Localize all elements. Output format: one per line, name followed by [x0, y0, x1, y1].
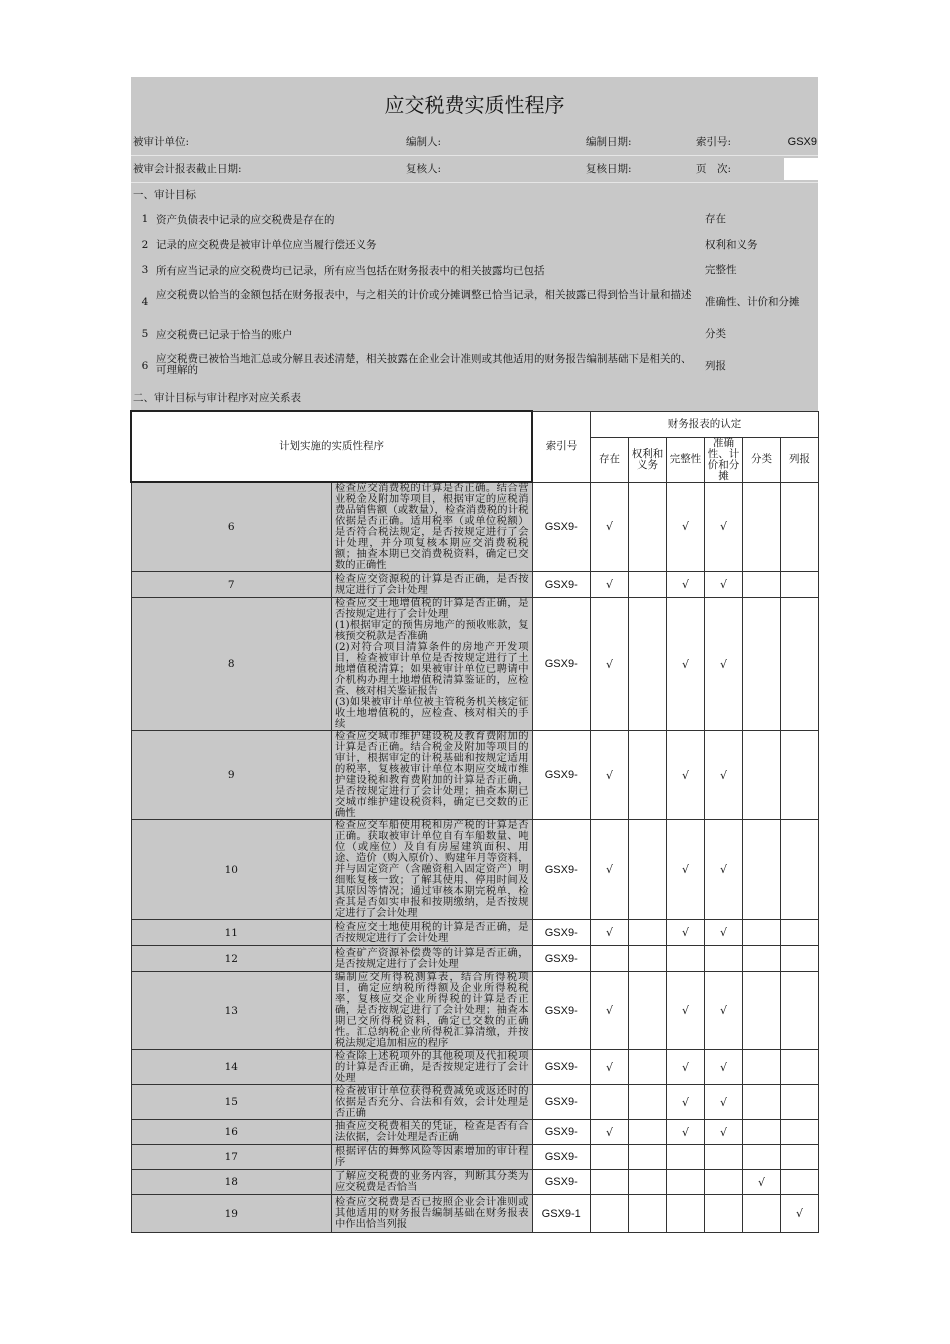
row-index-ref: GSX9- — [532, 920, 591, 946]
check-mark: √ — [681, 863, 689, 876]
review-date-label: 复核日期: — [586, 163, 632, 175]
assertion-check-cell — [629, 482, 667, 572]
check-mark: √ — [605, 1125, 613, 1139]
procedure-text: 检查应交消费税的计算是否正确。结合营业税金及附加等项目，根据审定的应税消费品销售额（或数量），检查消费税的计税依据是否正确。适用税率（或单位税额）是否符合税法规定，是否按规定进行了会计处理，并分项复核本期应交消费税税额；抽查本期已交消费税资料，确定已交数的正确性 — [332, 482, 533, 572]
assertion-check-cell — [667, 1195, 705, 1233]
check-mark: √ — [681, 926, 689, 939]
row-index-ref: GSX9- — [532, 598, 591, 731]
procedure-text: 检查应交税费是否已按照企业会计准则或其他适用的财务报告编制基础在财务报表中作出恰当列报 — [332, 1195, 533, 1233]
check-mark: √ — [681, 1125, 689, 1139]
table-row — [131, 598, 819, 731]
row-number: 9 — [131, 731, 332, 820]
assertion-check-cell — [667, 820, 705, 920]
objective-assertion: 完整性 — [705, 264, 737, 276]
check-mark: √ — [681, 657, 689, 671]
check-mark: √ — [605, 520, 613, 534]
objective-number: 1 — [141, 213, 149, 225]
assertion-check-cell — [667, 731, 705, 820]
row-index-ref: GSX9- — [532, 731, 591, 820]
objectives-list — [131, 207, 818, 386]
check-mark: √ — [605, 1004, 613, 1017]
assertion-check-cell — [667, 920, 705, 946]
check-mark: √ — [681, 1004, 689, 1017]
check-mark: √ — [681, 1060, 689, 1074]
objective-number: 4 — [141, 296, 149, 308]
row-index-ref: GSX9- — [532, 1120, 591, 1145]
procedure-text: 检查除上述税项外的其他税项及代扣税项的计算是否正确，是否按规定进行了会计处理 — [332, 1050, 533, 1085]
assertion-check-cell — [667, 482, 705, 572]
objective-text: 应交税费已被恰当地汇总或分解且表述清楚，相关披露在企业会计准则或其他适用的财务报告编制基础下是相关的、可理解的 — [156, 353, 692, 376]
assertion-check-cell — [591, 972, 629, 1050]
table-row — [131, 1195, 819, 1233]
assertion-check-cell — [667, 598, 705, 731]
assertion-check-cell — [743, 1120, 781, 1145]
objective-item — [131, 283, 818, 322]
procedure-text: 编制应交所得税测算表，结合所得税项目，确定应纳税所得额及企业所得税税率，复核应交企业所得税的计算是否正确，是否按规定进行了会计处理；抽查本期已交所得税资料，确定已交数的正确性。汇总纳税企业所得税汇算清缴，并按税法规定追加相应的程序 — [332, 972, 533, 1050]
objective-assertion: 列报 — [705, 360, 726, 372]
assertion-check-cell — [705, 1170, 743, 1195]
check-mark: √ — [719, 578, 727, 591]
assertion-header: 完整性 — [667, 437, 705, 482]
col-assertions-group-header: 财务报表的认定 — [591, 411, 819, 437]
assertion-check-cell — [781, 1170, 819, 1195]
assertion-check-cell — [705, 1050, 743, 1085]
assertion-check-cell — [743, 920, 781, 946]
index-value: GSX9 — [787, 136, 817, 148]
assertion-check-cell — [591, 1085, 629, 1120]
row-number: 15 — [131, 1085, 332, 1120]
objective-number: 5 — [141, 328, 149, 340]
row-number: 11 — [131, 920, 332, 946]
table-row — [131, 1050, 819, 1085]
assertion-check-cell — [705, 731, 743, 820]
assertion-check-cell — [591, 920, 629, 946]
check-mark: √ — [605, 1060, 613, 1074]
assertion-check-cell — [629, 1170, 667, 1195]
objective-number: 6 — [141, 360, 149, 372]
assertion-check-cell — [667, 1050, 705, 1085]
row-number: 17 — [131, 1145, 332, 1170]
assertion-check-cell — [705, 572, 743, 598]
assertion-check-cell — [591, 946, 629, 972]
row-index-ref: GSX9- — [532, 482, 591, 572]
check-mark: √ — [719, 657, 727, 671]
assertion-check-cell — [781, 1050, 819, 1085]
assertion-check-cell — [591, 598, 629, 731]
assertion-check-cell — [743, 946, 781, 972]
procedure-text: 检查应交城市维护建设税及教育费附加的计算是否正确。结合税金及附加等项目的审计，根据审定的计税基础和按规定适用的税率，复核被审计单位本期应交城市维护建设税和教育费附加的计算是否正确，是否按规定进行了会计处理；抽查本期已交城市维护建设税资料，确定已交数的正确性 — [332, 731, 533, 820]
assertion-check-cell — [781, 1085, 819, 1120]
row-number: 13 — [131, 972, 332, 1050]
assertion-check-cell — [629, 820, 667, 920]
assertion-check-cell — [629, 920, 667, 946]
assertion-check-cell — [629, 1195, 667, 1233]
objective-item — [131, 258, 818, 283]
assertion-check-cell — [667, 1120, 705, 1145]
procedure-text: 根据评估的舞弊风险等因素增加的审计程序 — [332, 1145, 533, 1170]
page-title: 应交税费实质性程序 — [384, 93, 565, 117]
assertion-check-cell — [667, 572, 705, 598]
check-mark: √ — [719, 1004, 727, 1017]
check-mark: √ — [681, 520, 689, 534]
assertion-check-cell — [705, 972, 743, 1050]
auditee-label: 被审计单位: — [133, 136, 190, 148]
assertion-check-cell — [667, 972, 705, 1050]
table-row — [131, 482, 819, 572]
assertion-check-cell — [629, 731, 667, 820]
assertion-check-cell — [781, 731, 819, 820]
assertion-check-cell — [591, 820, 629, 920]
assertion-header: 列报 — [781, 437, 819, 482]
row-number: 12 — [131, 946, 332, 972]
objective-item — [131, 207, 818, 232]
assertion-check-cell — [743, 1050, 781, 1085]
assertion-header: 准确性、计价和分摊 — [705, 437, 743, 482]
procedure-text: 检查被审计单位获得税费减免或返还时的依据是否充分、合法和有效，会计处理是否正确 — [332, 1085, 533, 1120]
check-mark: √ — [719, 926, 727, 939]
assertion-check-cell — [667, 1085, 705, 1120]
check-mark: √ — [605, 657, 613, 671]
assertion-check-cell — [743, 1085, 781, 1120]
procedure-text: 检查应交车船使用税和房产税的计算是否正确。获取被审计单位自有车船数量、吨位（或座位）及自有房屋建筑面积、用途、造价（购入原价）、购建年月等资料，并与固定资产（含融资租入固定资产）明细账复核一致；了解其使用、停用时间及其原因等情况；通过审核本期完税单，检查其是否如实申报和按期缴纳，是否按规定进行了会计处理 — [332, 820, 533, 920]
assertion-check-cell — [705, 920, 743, 946]
check-mark: √ — [719, 1095, 727, 1109]
assertion-check-cell — [591, 731, 629, 820]
row-index-ref: GSX9- — [532, 1170, 591, 1195]
table-row — [131, 572, 819, 598]
objective-text: 所有应当记录的应交税费均已记录，所有应当包括在财务报表中的相关披露均已包括 — [156, 265, 545, 277]
assertion-check-cell — [743, 572, 781, 598]
objective-number: 3 — [141, 264, 149, 276]
assertion-check-cell — [629, 946, 667, 972]
table-header-row-1 — [131, 411, 819, 437]
assertion-check-cell — [667, 1170, 705, 1195]
assertion-check-cell — [743, 731, 781, 820]
assertion-check-cell — [705, 820, 743, 920]
section-1-heading: 一、审计目标 — [133, 189, 196, 201]
assertion-check-cell — [591, 482, 629, 572]
table-row — [131, 820, 819, 920]
assertion-check-cell — [781, 820, 819, 920]
assertion-check-cell — [781, 1195, 819, 1233]
assertion-check-cell — [781, 482, 819, 572]
assertion-check-cell — [629, 1120, 667, 1145]
row-index-ref: GSX9- — [532, 1145, 591, 1170]
row-index-ref: GSX9- — [532, 1050, 591, 1085]
assertion-check-cell — [591, 572, 629, 598]
objective-assertion: 分类 — [705, 328, 726, 340]
assertion-header: 权利和义务 — [629, 437, 667, 482]
assertion-check-cell — [591, 1050, 629, 1085]
col-procedure-header: 计划实施的实质性程序 — [131, 411, 532, 482]
assertion-check-cell — [705, 1085, 743, 1120]
assertion-check-cell — [591, 1120, 629, 1145]
audit-sheet — [131, 77, 818, 1233]
col-index-header: 索引号 — [532, 411, 591, 482]
assertion-check-cell — [781, 946, 819, 972]
assertion-check-cell — [705, 1145, 743, 1170]
index-label: 索引号: — [696, 136, 732, 148]
assertion-check-cell — [591, 1145, 629, 1170]
row-number: 10 — [131, 820, 332, 920]
table-row — [131, 972, 819, 1050]
assertion-check-cell — [629, 1145, 667, 1170]
assertion-check-cell — [781, 920, 819, 946]
procedure-text: 检查应交土地增值税的计算是否正确，是否按规定进行了会计处理 (1)根据审定的预售房地产的预收账款，复核预交税款是否准确 (2)对符合项目清算条件的房地产开发项目，检查被审计单位是否按规定进行了土地增值税清算；如果被审计单位已聘请中介机构办理土地增值税清算鉴证的，应检查、核对相关鉴证报告 (3)如果被审计单位被主管税务机关核定征收土地增值税的，应检查、核对相关的手续 — [332, 598, 533, 731]
check-mark: √ — [605, 768, 613, 782]
table-row — [131, 1145, 819, 1170]
procedure-text: 检查应交资源税的计算是否正确，是否按规定进行了会计处理 — [332, 572, 533, 598]
check-mark: √ — [605, 863, 613, 876]
row-index-ref: GSX9- — [532, 572, 591, 598]
check-mark: √ — [719, 520, 727, 534]
check-mark: √ — [681, 1095, 689, 1109]
page-number-box[interactable] — [784, 158, 818, 180]
assertion-check-cell — [591, 1170, 629, 1195]
objective-assertion: 存在 — [705, 213, 726, 225]
assertion-check-cell — [781, 1120, 819, 1145]
table-row — [131, 731, 819, 820]
table-row — [131, 1120, 819, 1145]
assertion-check-cell — [743, 820, 781, 920]
report-date-label: 被审会计报表截止日期: — [133, 163, 242, 175]
assertion-check-cell — [743, 1145, 781, 1170]
preparer-label: 编制人: — [406, 136, 442, 148]
header-row-1 — [131, 129, 818, 156]
table-row — [131, 1085, 819, 1120]
procedure-text: 抽查应交税费相关的凭证，检查是否有合法依据，会计处理是否正确 — [332, 1120, 533, 1145]
table-row — [131, 946, 819, 972]
row-number: 18 — [131, 1170, 332, 1195]
check-mark: √ — [795, 1207, 803, 1220]
objective-assertion: 权利和义务 — [705, 239, 758, 251]
check-mark: √ — [681, 578, 689, 591]
header-row-2 — [131, 156, 818, 183]
assertion-check-cell — [781, 598, 819, 731]
objective-text: 应交税费已记录于恰当的账户 — [156, 329, 293, 341]
objective-assertion: 准确性、计价和分摊 — [705, 296, 800, 308]
row-number: 16 — [131, 1120, 332, 1145]
row-index-ref: GSX9-1 — [532, 1195, 591, 1233]
procedure-text: 检查应交土地使用税的计算是否正确，是否按规定进行了会计处理 — [332, 920, 533, 946]
row-number: 6 — [131, 482, 332, 572]
assertion-check-cell — [705, 598, 743, 731]
objective-item — [131, 347, 818, 386]
assertion-check-cell — [743, 972, 781, 1050]
objective-item — [131, 322, 818, 347]
row-index-ref: GSX9- — [532, 946, 591, 972]
assertion-check-cell — [629, 972, 667, 1050]
assertion-check-cell — [629, 572, 667, 598]
procedure-table — [130, 410, 819, 1233]
objective-item — [131, 232, 818, 258]
assertion-check-cell — [705, 946, 743, 972]
page-label: 页 次: — [696, 163, 732, 175]
assertion-check-cell — [743, 1170, 781, 1195]
row-number: 7 — [131, 572, 332, 598]
row-index-ref: GSX9- — [532, 820, 591, 920]
objective-text: 资产负债表中记录的应交税费是存在的 — [156, 214, 335, 226]
objective-number: 2 — [141, 239, 149, 251]
assertion-check-cell — [705, 482, 743, 572]
check-mark: √ — [719, 768, 727, 782]
procedure-text: 了解应交税费的业务内容，判断其分类为应交税费是否恰当 — [332, 1170, 533, 1195]
check-mark: √ — [719, 863, 727, 876]
assertion-check-cell — [743, 1195, 781, 1233]
table-row — [131, 920, 819, 946]
assertion-check-cell — [781, 1145, 819, 1170]
assertion-header: 存在 — [591, 437, 629, 482]
assertion-check-cell — [705, 1120, 743, 1145]
assertion-check-cell — [743, 598, 781, 731]
check-mark: √ — [605, 926, 613, 939]
section-2-heading: 二、审计目标与审计程序对应关系表 — [133, 392, 301, 404]
objective-text: 记录的应交税费是被审计单位应当履行偿还义务 — [156, 239, 377, 251]
table-row — [131, 1170, 819, 1195]
assertion-check-cell — [667, 946, 705, 972]
row-index-ref: GSX9- — [532, 972, 591, 1050]
check-mark: √ — [719, 1125, 727, 1139]
check-mark: √ — [719, 1060, 727, 1074]
check-mark: √ — [605, 578, 613, 591]
assertion-check-cell — [629, 1050, 667, 1085]
procedure-text: 检查矿产资源补偿费等的计算是否正确，是否按规定进行了会计处理 — [332, 946, 533, 972]
assertion-check-cell — [591, 1195, 629, 1233]
check-mark: √ — [757, 1175, 765, 1189]
row-number: 14 — [131, 1050, 332, 1085]
assertion-check-cell — [629, 1085, 667, 1120]
row-index-ref: GSX9- — [532, 1085, 591, 1120]
check-mark: √ — [681, 768, 689, 782]
row-number: 19 — [131, 1195, 332, 1233]
reviewer-label: 复核人: — [406, 163, 442, 175]
assertion-check-cell — [781, 972, 819, 1050]
row-number: 8 — [131, 598, 332, 731]
objective-text: 应交税费以恰当的金额包括在财务报表中，与之相关的计价或分摊调整已恰当记录，相关披露已得到恰当计量和描述 — [156, 289, 692, 301]
prep-date-label: 编制日期: — [586, 136, 632, 148]
assertion-check-cell — [629, 598, 667, 731]
assertion-header: 分类 — [743, 437, 781, 482]
assertion-check-cell — [743, 482, 781, 572]
assertion-check-cell — [705, 1195, 743, 1233]
assertion-check-cell — [667, 1145, 705, 1170]
assertion-check-cell — [781, 572, 819, 598]
